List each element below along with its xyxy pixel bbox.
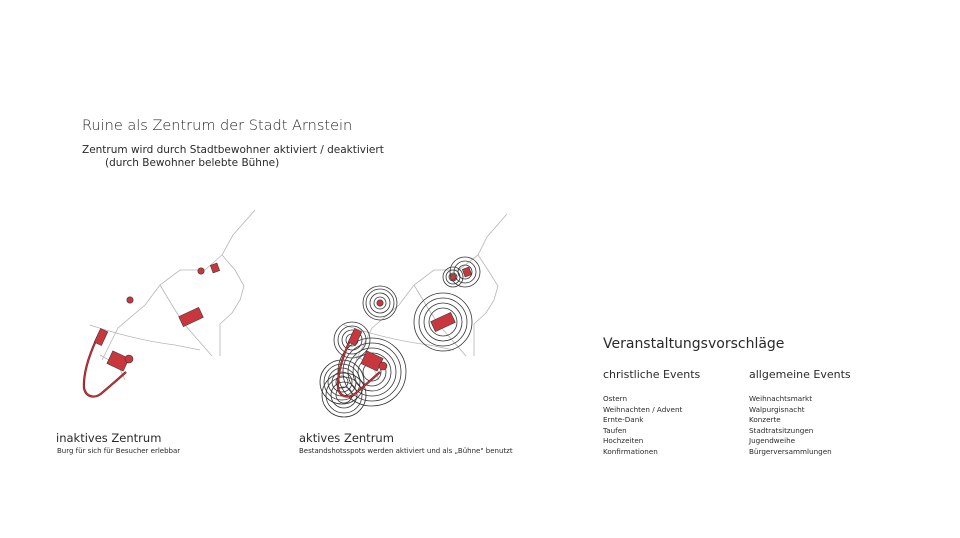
active-spot-c: [462, 267, 471, 277]
subtitle-line-1: Zentrum wird durch Stadtbewohner aktiviert / deaktiviert: [82, 144, 384, 156]
inactive-center-caption: Burg für sich für Besucher erlebbar: [57, 447, 181, 455]
inactive-building-east: [179, 307, 204, 326]
general-events-title: allgemeine Events: [749, 368, 851, 381]
general-events-list: [749, 394, 832, 458]
list-item: Weihnachtsmarkt: [749, 394, 813, 403]
inactive-spot-b: [198, 268, 204, 274]
inactive-map: [84, 210, 255, 397]
active-spot-a: [377, 300, 383, 306]
list-item: Bürgerversammlungen: [749, 446, 832, 456]
active-tower: [379, 362, 387, 370]
inactive-tower: [125, 355, 133, 363]
list-item: Weihnachten / Advent: [603, 404, 683, 414]
active-spot-b: [450, 274, 456, 280]
events-title: Veranstaltungsvorschläge: [603, 336, 785, 352]
list-item: Hochzeiten: [603, 436, 644, 446]
christian-events-title: christliche Events: [603, 368, 701, 381]
active-center-caption: Bestandshotsspots werden aktiviert und als „Bühne" benutzt: [299, 447, 513, 455]
list-item: Ostern: [603, 394, 628, 403]
inactive-building-north: [94, 329, 108, 346]
activation-rings: [320, 257, 480, 417]
list-item: Stadtratsitzungen: [749, 425, 814, 435]
christian-events-list: [603, 394, 682, 458]
list-item: Jugendweihe: [749, 436, 796, 446]
list-item: Walpurgisnacht: [749, 404, 805, 414]
active-map: [320, 214, 507, 417]
inactive-center-title: inaktives Zentrum: [56, 431, 162, 445]
list-item: Konfirmationen: [603, 446, 658, 456]
active-building-north: [348, 329, 362, 346]
list-item: Ernte-Dank: [603, 415, 644, 425]
list-item: Konzerte: [749, 415, 781, 425]
list-item: Taufen: [603, 425, 627, 435]
inactive-spot-a: [127, 297, 133, 303]
active-center-title: aktives Zentrum: [299, 431, 394, 445]
subtitle-line-2: (durch Bewohner belebte Bühne): [105, 157, 280, 169]
active-building-east: [431, 312, 456, 331]
page-title: Ruine als Zentrum der Stadt Arnstein: [82, 118, 353, 134]
